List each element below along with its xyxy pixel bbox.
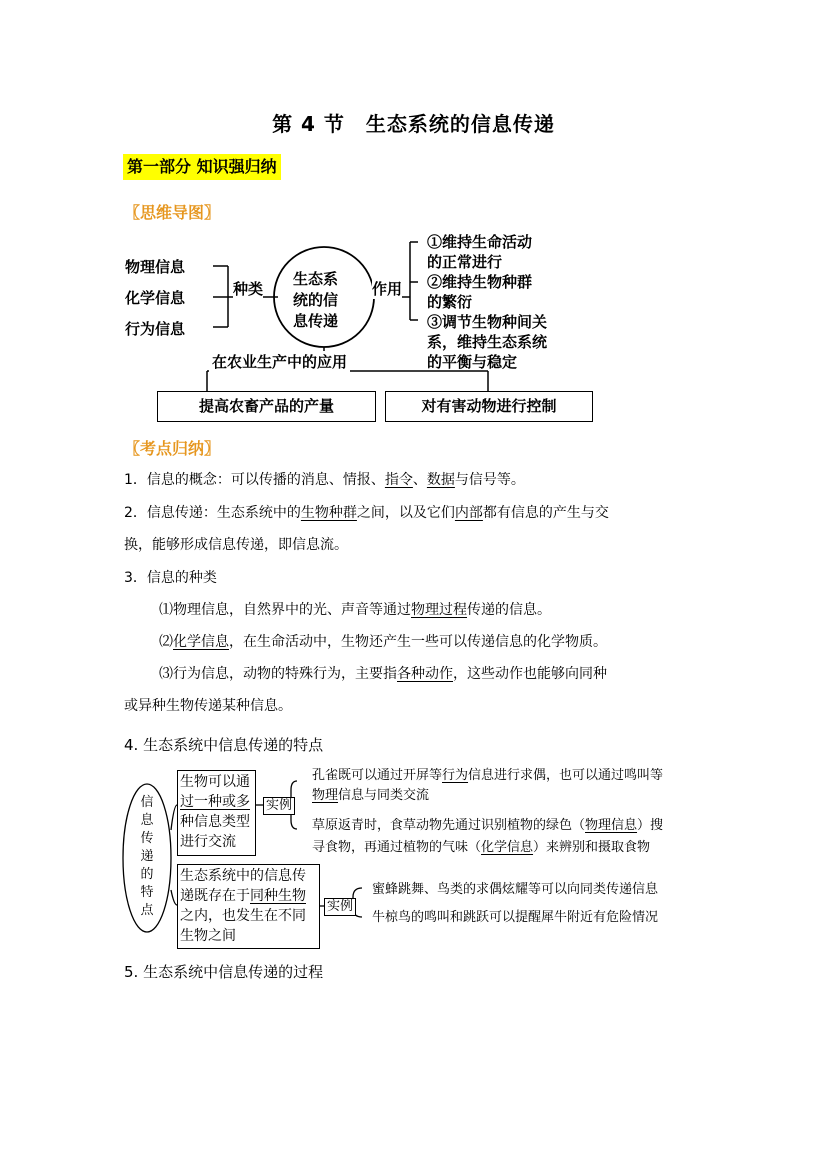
center-line-2: 统的信 [293, 291, 339, 309]
ex2-text: 草原返青时，食草动物先通过识别植物的绿色（ [312, 818, 586, 833]
point-3-b-blank: 化学信息 [173, 634, 229, 650]
oval-char-5: 的 [140, 867, 154, 882]
ex2-blank-1: 物理信息 [585, 818, 638, 833]
role-line-6: 系，维持生态系统 [427, 333, 548, 351]
application-2: 对有害动物进行控制 [421, 397, 557, 415]
point-1-end: 与信号等。 [454, 472, 525, 488]
point-3-a-text: ⑴物理信息，自然界中的光、声音等通过 [159, 602, 411, 618]
oval-char-7: 点 [140, 903, 154, 918]
point-4-heading: 4. 生态系统中信息传递的特点 [124, 736, 324, 754]
point-3-b-end: ，在生命活动中，生物还产生一些可以传递信息的化学物质。 [229, 634, 607, 650]
oval-char-6: 特 [140, 885, 154, 900]
point-3-a-end: 传递的信息。 [467, 602, 551, 618]
type-behavioral: 行为信息 [125, 320, 186, 338]
point-3-a-blank: 物理过程 [411, 602, 467, 618]
role-line-2: 的正常进行 [427, 253, 503, 271]
point-2-mid: 之间，以及它们 [356, 505, 455, 521]
box2-line-2: 递既存在于 [180, 888, 250, 904]
ex1-blank-1: 行为 [442, 768, 469, 783]
point-2-end: 都有信息的产生与交 [482, 505, 609, 521]
box2-line-4: 生物之间 [180, 928, 236, 944]
mind-map-heading: 〖思维导图〗 [124, 203, 221, 222]
example-2 [312, 815, 663, 859]
ex2-line2-end: ）来辨别和摄取食物 [533, 840, 651, 855]
page-title: 第 4 节 生态系统的信息传递 [272, 112, 555, 136]
oval-char-1: 信 [140, 795, 154, 810]
example-4: 牛椋鸟的鸣叫和跳跃可以提醒犀牛附近有危险情况 [372, 910, 659, 925]
role-line-5: ③调节生物种间关 [427, 313, 548, 331]
center-line-3: 息传递 [293, 312, 339, 330]
type-chemical: 化学信息 [125, 289, 186, 307]
box2-line-3: 之内，也发生在不同 [180, 908, 306, 924]
role-line-4: 的繁衍 [427, 293, 473, 311]
ex2-blank-2: 化学信息 [481, 840, 534, 855]
feature-oval-text [139, 794, 155, 920]
ex2-line2-text: 寻食物，再通过植物的气味（ [312, 840, 482, 855]
role-line-7: 的平衡与稳定 [427, 353, 518, 371]
application-label: 在农业生产中的应用 [209, 351, 350, 372]
feature-box-2 [177, 864, 320, 949]
point-1-blank-2: 数据 [426, 472, 455, 488]
application-1: 提高农畜产品的产量 [198, 397, 334, 415]
point-1-blank-1: 指令 [384, 472, 413, 488]
example-1 [312, 766, 663, 806]
example-label-1: 实例 [263, 797, 295, 815]
center-line-1: 生态系 [293, 270, 339, 288]
role-line-1: ①维持生命活动 [427, 233, 533, 251]
ex1-blank-2: 物理 [312, 788, 339, 803]
oval-char-3: 传 [140, 831, 154, 846]
types-label: 种类 [233, 280, 264, 298]
box1-line-3: 种信息类型 [180, 814, 250, 830]
point-1-text: 1．信息的概念：可以传播的消息、情报、 [124, 472, 385, 488]
point-3-c-line-2: 或异种生物传递某种信息。 [124, 698, 292, 714]
point-3-c-end: ，这些动作也能够向同种 [453, 666, 607, 682]
point-3-c-text: ⑶行为信息，动物的特殊行为，主要指 [159, 666, 397, 682]
example-3: 蜜蜂跳舞、鸟类的求偶炫耀等可以向同类传递信息 [372, 882, 659, 897]
box1-line-1: 生物可以通 [180, 774, 250, 790]
exam-points-heading: 〖考点归纳〗 [124, 439, 221, 458]
type-physical: 物理信息 [125, 258, 186, 276]
oval-char-4: 递 [140, 849, 154, 864]
point-3-heading: 3．信息的种类 [124, 570, 217, 586]
point-3-c-blank: 各种动作 [397, 666, 453, 682]
ex1-mid: 信息进行求偶，也可以通过鸣叫等 [468, 768, 664, 783]
ex1-end: 信息与同类交流 [338, 788, 430, 803]
box2-blank: 同种生物 [250, 888, 306, 904]
point-5-heading: 5. 生态系统中信息传递的过程 [124, 963, 324, 981]
ex2-line1-end: ）搜 [637, 818, 664, 833]
example-label-2: 实例 [324, 898, 356, 916]
role-line-3: ②维持生物种群 [427, 273, 533, 291]
box1-line-4: 进行交流 [180, 834, 236, 850]
point-3-b-num: ⑵ [159, 634, 173, 650]
box2-line-1: 生态系统中的信息传 [180, 868, 306, 884]
point-2-text: 2．信息传递：生态系统中的 [124, 505, 301, 521]
feature-box-1 [177, 770, 256, 856]
point-1-sep: 、 [412, 472, 427, 488]
oval-char-2: 息 [140, 813, 154, 828]
point-2-blank-2: 内部 [454, 505, 483, 521]
box1-line-2: 过一种或多 [180, 794, 250, 810]
point-2-line-2: 换，能够形成信息传递，即信息流。 [124, 537, 348, 553]
ex1-text: 孔雀既可以通过开屏等 [312, 768, 443, 783]
point-2-blank-1: 生物种群 [300, 505, 357, 521]
part-heading: 第一部分 知识强归纳 [123, 154, 281, 180]
role-label: 作用 [372, 280, 403, 298]
